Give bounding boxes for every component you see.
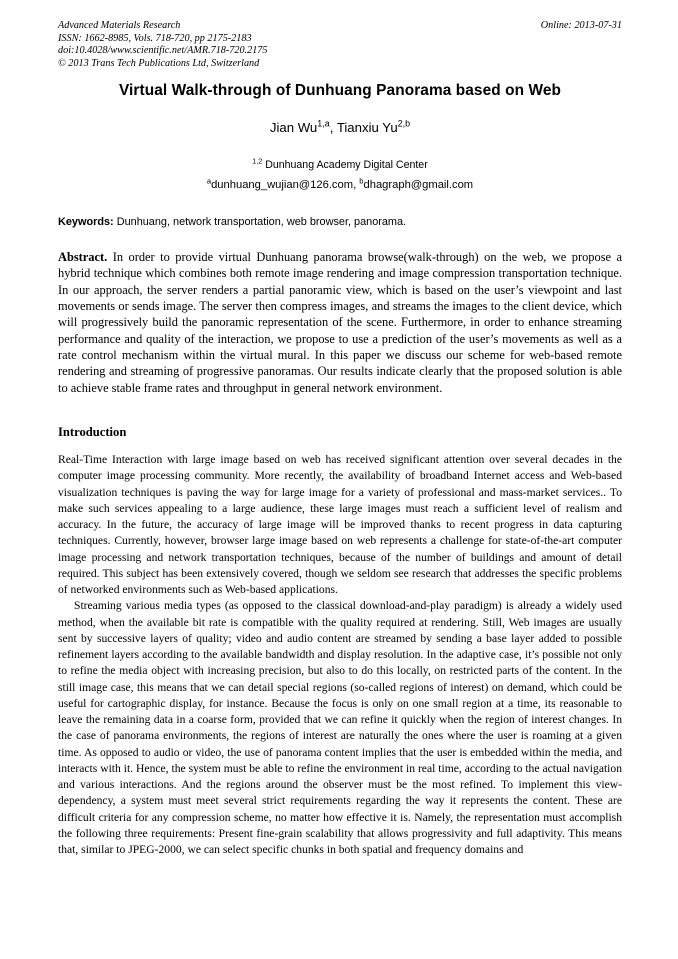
affiliation-line <box>58 158 622 172</box>
author-name-2: Tianxiu Yu <box>336 120 398 135</box>
keywords-label: Keywords: <box>58 216 114 228</box>
email-address-2[interactable]: dhagraph@gmail.com <box>363 179 474 191</box>
journal-name: Advanced Materials Research <box>58 20 181 31</box>
doi-line: doi:10.4028/www.scientific.net/AMR.718-720.2175 <box>58 45 268 57</box>
author-affiliation-marker-2: 2,b <box>397 118 411 129</box>
email-marker-1: a <box>206 176 212 186</box>
email-marker-2: b <box>359 176 364 186</box>
journal-masthead <box>58 20 622 70</box>
issn-line: ISSN: 1662-8985, Vols. 718-720, pp 2175-2183 <box>58 32 252 44</box>
section-body-introduction <box>58 452 622 858</box>
body-paragraph-2: Streaming various media types (as opposed to the classical download-and-play paradigm) is already a widely used method, when the available bit rate is compatible with the quality required at rendering. Still, Web images are usually sent by successive layers of quality; video and audio content are streamed by sending a base layer added to possible refinement layers according to the available bandwidth and display resolution. In the adaptive case, it’s possible not only to refine the media object with increasing precision, but also to do this locally, on restricted parts of the content. In the still image case, this means that we can detail special regions (so-called regions of interest) on demand, which could be useful for cartographic display, for instance. Because the focus is only on one small region at a time, its reasonable to leave the remaining data in a coarse form, provided that we can refine it quickly when the region of interest changes. In the case of panorama environments, the regions of interest are naturally the ones where the user is roaming at a given time. As opposed to audio or video, the use of panorama content implies that the user is embedded within the media, and interacts with it. Hence, the system must be able to refine the environment in real time, according to the actual navigation and various interactions. And the regions around the observer must be the most refined. To implement this view-dependency, a system must meet several strict requirements regarding the way it represents the content. These are difficult criteria for any compression scheme, no matter how effective it is. Namely, the representation must accomplish the following three requirements: Present fine-grain scalability that allows progressivity and full adaptivity. This means that, similar to JPEG-2000, we can select specific chunks in both spatial and frequency domains and <box>58 599 622 856</box>
email-address-1[interactable]: dunhuang_wujian@126.com <box>211 179 354 191</box>
copyright-line: © 2013 Trans Tech Publications Ltd, Switzerland <box>58 57 260 69</box>
author-affiliation-marker-1: 1,a <box>317 118 330 129</box>
online-date: Online: 2013-07-31 <box>540 20 622 31</box>
affiliation-marker: 1,2 <box>252 156 263 166</box>
affiliation-name: Dunhuang Academy Digital Center <box>262 159 428 171</box>
author-separator: , <box>329 120 337 135</box>
email-line <box>58 178 622 193</box>
masthead-top-row <box>58 20 622 70</box>
keywords-line <box>58 215 622 229</box>
masthead-left-block <box>58 20 267 70</box>
section-heading-introduction: Introduction <box>58 425 127 439</box>
abstract-paragraph <box>58 249 622 396</box>
keywords-value: Dunhuang, network transportation, web browser, panorama. <box>113 216 407 228</box>
author-name-1: Jian Wu <box>269 120 318 135</box>
abstract-text: In order to provide virtual Dunhuang panorama browse(walk-through) on the web, we propose a hybrid technique which combines both remote image rendering and image compression transportation technique. In our approach, the server renders a partial panoramic view, which is based on the user’s viewpoint and last movements or sends image. The server then compress images, and streams the images to the client device, which will progressively build the panoramic representation of the scene. Furthermore, in order to enhance streaming performance and quality of the interaction, we propose to use a prediction of the user’s movements as well as a rate control mechanism within the virtual mural. In this paper we discuss our scheme for web-based remote rendering and streaming of progressive panoramas. Our results indicate clearly that the proposed solution is able to achieve stable frame rates and throughput in general network environment. <box>58 250 622 395</box>
author-list <box>58 119 622 136</box>
abstract-label: Abstract. <box>58 250 108 264</box>
email-separator: , <box>353 179 360 191</box>
body-paragraph-1: Real-Time Interaction with large image based on web has received significant attention over several decades in the computer image processing community. More recently, the availability of broadband Internet access and Web-based visualization techniques is paving the way for large image for a variety of professional and mass-market services.. To make such services appealing to a large audience, these large images must reach a sufficient level of realism and accuracy. In the future, the accuracy of large image will be improved thanks to recent progress in data capturing techniques. Currently, however, browser large image based on web represents a challenge for state-of-the-art computer image processing and network transportation techniques, because of the number of buildings and amount of detail required. This subject has been extensively covered, though we seldom see research that addresses the specific problems of networked environments such as Web-based applications. <box>58 453 622 596</box>
page-title: Virtual Walk-through of Dunhuang Panorama based on Web <box>118 82 562 99</box>
